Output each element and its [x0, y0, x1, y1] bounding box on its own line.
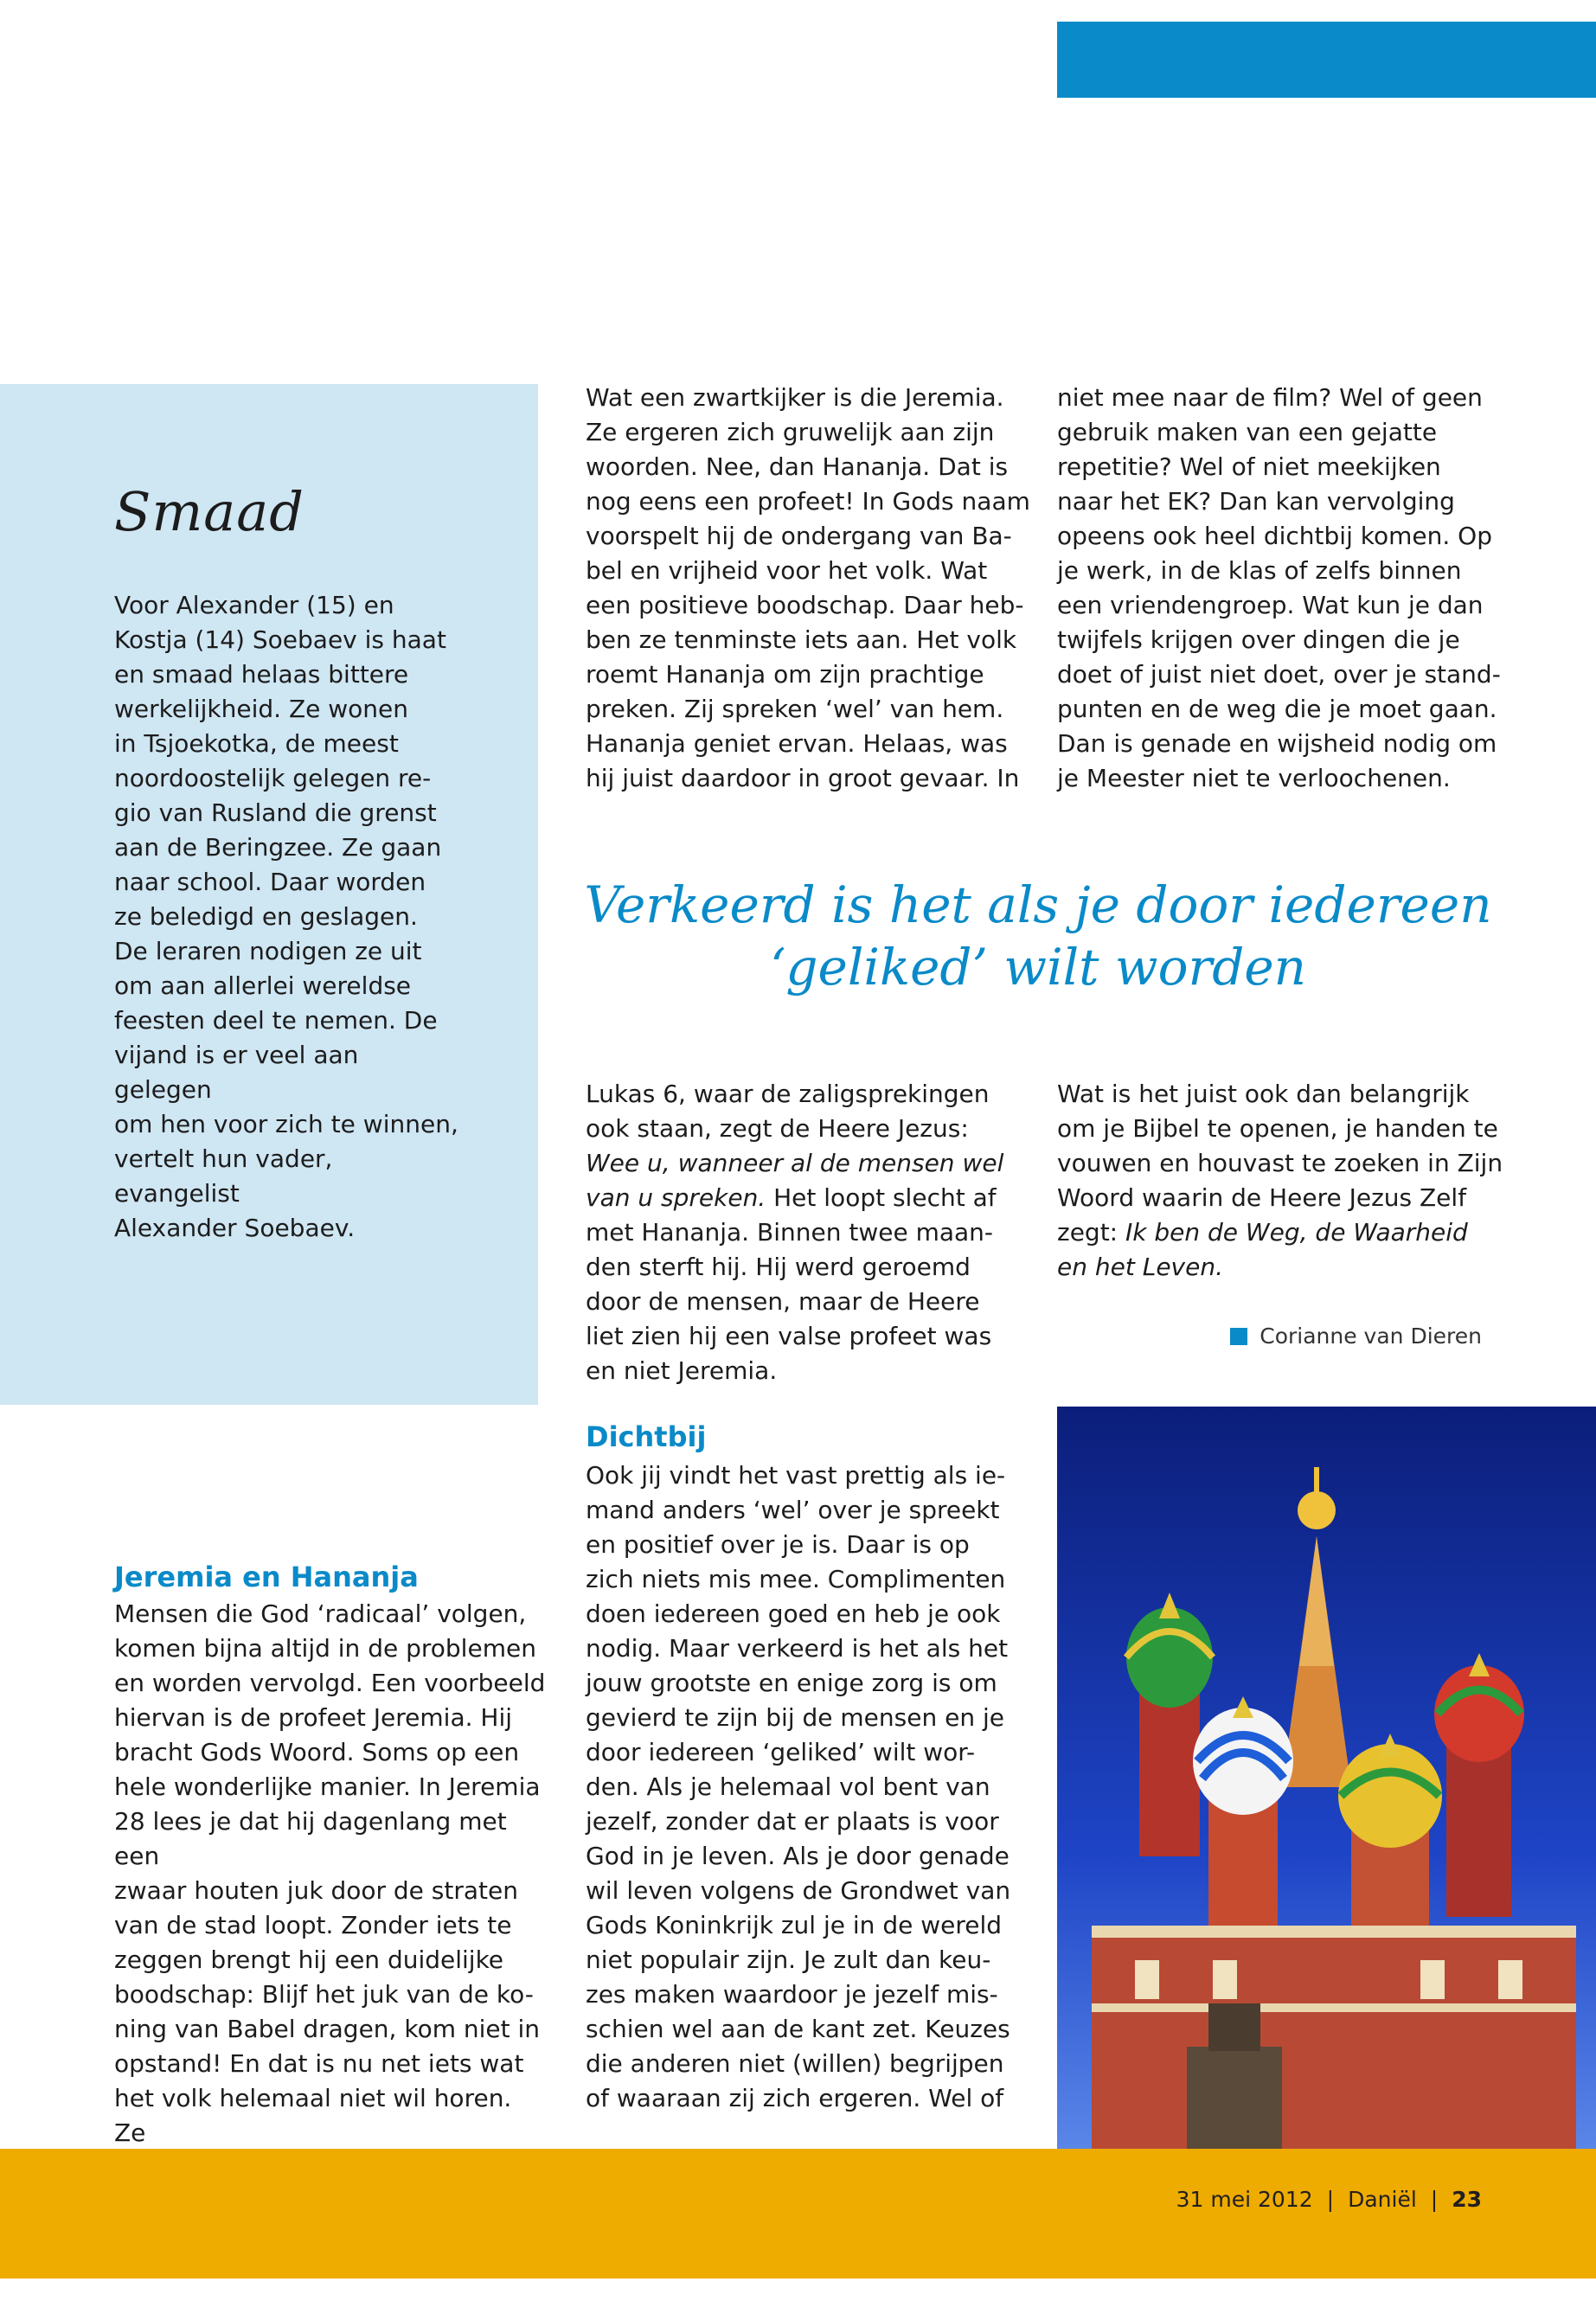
page-number: 23 [1452, 2187, 1482, 2212]
heading-dichtbij: Dichtbij [586, 1420, 707, 1453]
dichtbij-text: Ook jij vindt het vast prettig als ie- mand anders ‘wel’ over je spreekt en positief over je is. Daar is op zich niets mis mee. Complimenten doen iedereen goed en heb je ook nodig. Maar verkeerd is het als het jouw grootste en enige zorg is om gevierd te zijn bij de mensen en je door iedereen ‘geliked’ wilt wor- den. Als je helemaal vol bent van jezelf, zonder dat er plaats is voor God in je leven. Als je door genade wil leven volgens de Grondwet van Gods Koninkrijk zul je in de wereld niet populair zijn. Je zult dan keu- zes maken waardoor je jezelf mis- schien wel aan de kant zet. Keuzes die anderen niet (willen) begrijpen of waaraan zij zich ergeren. Wel of [586, 1461, 1011, 2112]
top-accent-bar [1057, 22, 1596, 98]
col2-mid-italic: Wee u, wanneer al de mensen wel van u spreken. [586, 1149, 1004, 1212]
sidebar-text: Voor Alexander (15) en Kostja (14) Soebaev is haat en smaad helaas bittere werkelijkheid. Ze wonen in Tsjoekotka, de meest noordoostelijk gelegen re- gio van Rusland die grenst aan de Beringzee. Ze gaan naar school. Daar worden ze beledigd en geslagen. De leraren nodigen ze uit om aan allerlei wereldse feesten deel te nemen. De vijand is er veel aan gelegen om hen voor zich te winnen, vertelt hun vader, evangelist Alexander Soebaev. [114, 591, 458, 1242]
column-2-mid-text [586, 1077, 1035, 1388]
col2-mid-line2: ook staan, zegt de Heere Jezus: [586, 1114, 969, 1143]
author-byline [1230, 1324, 1482, 1349]
magazine-name: Daniël [1348, 2187, 1417, 2212]
col3-mid-plain: Wat is het juist ook dan belangrijk om je Bijbel te openen, je handen te vouwen en houvast te zoeken in Zijn Woord waarin de Heere Jezus Zelf zegt: [1057, 1080, 1503, 1247]
column-3-mid-text [1057, 1077, 1507, 1285]
square-bullet-icon [1230, 1328, 1247, 1345]
col2-mid-line1: Lukas 6, waar de zaligsprekingen [586, 1080, 990, 1108]
sidebar-title: Smaad [114, 480, 304, 543]
author-name: Corianne van Dieren [1259, 1324, 1482, 1349]
footer-separator: | [1326, 2187, 1335, 2212]
heading-jeremia-hananja: Jeremia en Hananja [114, 1561, 419, 1593]
column-2-top-text: Wat een zwartkijker is die Jeremia. Ze ergeren zich gruwelijk aan zijn woorden. Nee, dan Hananja. Dat is nog eens een profeet! In Gods naam voorspelt hij de ondergang van Ba- bel en vrijheid voor het volk. Wat een positieve boodschap. Daar heb- ben ze tenminste iets aan. Het volk roemt Hananja om zijn prachtige preken. Zij spreken ‘wel’ van hem. Hananja geniet ervan. Helaas, was hij juist daardoor in groot gevaar. In [586, 383, 1030, 792]
issue-date: 31 mei 2012 [1176, 2187, 1313, 2212]
pull-quote: Verkeerd is het als je door iedereen ‘geliked’ wilt worden [584, 875, 1492, 997]
col2-mid-rest: Het loopt slecht af met Hananja. Binnen twee maan- den sterft hij. Hij werd geroemd door de mensen, maar de Heere liet zien hij een valse profeet was en niet Jeremia. [586, 1183, 997, 1385]
footer-info [1176, 2187, 1482, 2212]
column-3-top-text: niet mee naar de film? Wel of geen gebruik maken van een gejatte repetitie? Wel of niet meekijken naar het EK? Dan kan vervolging opeens ook heel dichtbij komen. Op je werk, in de klas of zelfs binnen een vriendengroep. Wat kun je dan twijfels krijgen over dingen die je doet of juist niet doet, over je stand- punten en de weg die je moet gaan. Dan is genade en wijsheid nodig om je Meester niet te verloochenen. [1057, 383, 1501, 792]
jeremia-text: Mensen die God ‘radicaal’ volgen, komen bijna altijd in de problemen en worden vervolgd. Een voorbeeld hiervan is de profeet Jeremia. Hij bracht Gods Woord. Soms op een hele wonderlijke manier. In Jeremia 28 lees je dat hij dagenlang met een zwaar houten juk door de straten van de stad loopt. Zonder iets te zeggen brengt hij een duidelijke boodschap: Blijf het juk van de ko- ning van Babel dragen, kom niet in opstand! En dat is nu net iets wat het volk helemaal niet wil horen. Ze [114, 1599, 546, 2147]
st-basils-cathedral-illustration [1057, 1407, 1596, 2149]
cathedral-photo [1057, 1407, 1596, 2149]
footer-separator: | [1430, 2187, 1439, 2212]
col3-mid-italic: Ik ben de Weg, de Waarheid en het Leven. [1057, 1218, 1468, 1281]
footer-bar [0, 2149, 1596, 2279]
